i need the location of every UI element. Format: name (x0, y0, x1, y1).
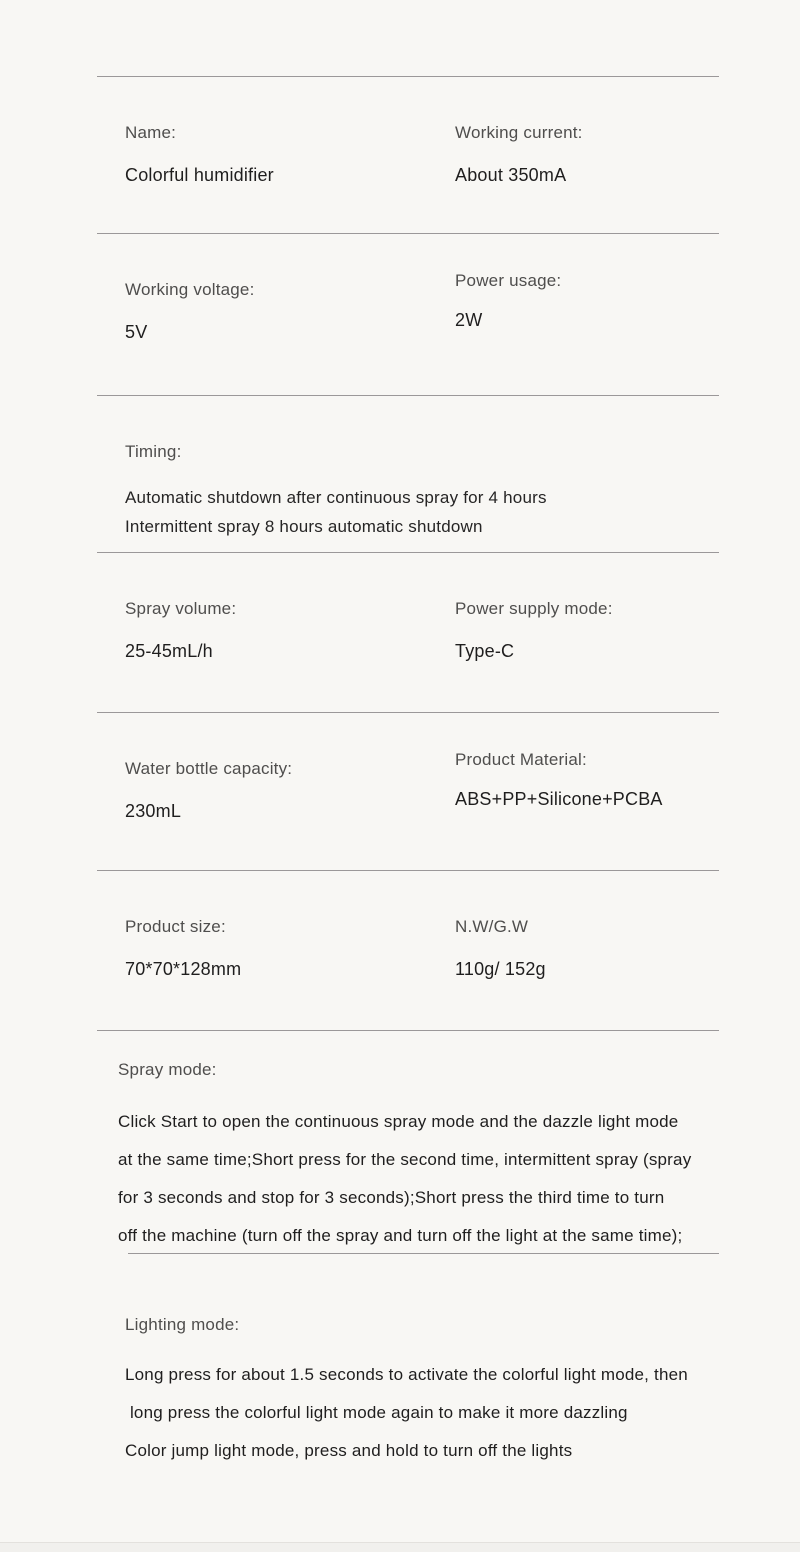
spec-value: Type-C (455, 641, 515, 661)
spec-label: Power supply mode: (455, 599, 613, 618)
spec-label: N.W/G.W (455, 917, 529, 936)
spec-cell-water-capacity (125, 713, 455, 870)
spec-row-size-weight (0, 871, 800, 1030)
spec-row-lighting-mode (0, 1254, 800, 1552)
top-spacer (0, 0, 800, 76)
spec-value: 70*70*128mm (125, 959, 242, 979)
spec-line: Long press for about 1.5 seconds to activate the colorful light mode, then (125, 1365, 688, 1384)
spec-label: Timing: (125, 442, 182, 461)
spec-label: Name: (125, 123, 177, 142)
spec-cell-net-gross-weight (455, 871, 780, 1030)
spec-cell-power-usage (455, 234, 780, 395)
spec-value: ABS+PP+Silicone+PCBA (455, 789, 663, 809)
spec-label: Product Material: (455, 750, 587, 769)
spec-cell-power-supply-mode (455, 553, 780, 712)
spec-cell-working-voltage (125, 234, 455, 395)
spec-line: Intermittent spray 8 hours automatic shutdown (125, 517, 483, 536)
spec-cell-working-current (455, 77, 780, 233)
spec-row-capacity-material (0, 713, 800, 870)
spec-row-name-current (0, 77, 800, 233)
spec-line: off the machine (turn off the spray and turn off the light at the same time); (118, 1226, 683, 1245)
spec-value: 230mL (125, 801, 182, 821)
spec-label: Water bottle capacity: (125, 759, 293, 778)
spec-row-voltage-power (0, 234, 800, 395)
spec-cell-spray-volume (125, 553, 455, 712)
spec-row-spray-mode (0, 1031, 800, 1253)
spec-line: Click Start to open the continuous spray mode and the dazzle light mode (118, 1112, 679, 1131)
spec-label: Lighting mode: (125, 1315, 240, 1334)
spec-label: Working voltage: (125, 280, 255, 299)
spec-value: 5V (125, 322, 148, 342)
spec-cell-name (125, 77, 455, 233)
spec-lines (118, 1103, 780, 1253)
spec-label: Product size: (125, 917, 226, 936)
spec-lines (125, 483, 780, 541)
spec-row-timing (0, 396, 800, 552)
spec-line: Color jump light mode, press and hold to turn off the lights (125, 1441, 573, 1460)
spec-row-spray-supply (0, 553, 800, 712)
spec-line: Automatic shutdown after continuous spray for 4 hours (125, 488, 547, 507)
spec-value: 2W (455, 310, 483, 330)
spec-line: long press the colorful light mode again to make it more dazzling (125, 1403, 628, 1422)
spec-label: Spray mode: (118, 1060, 217, 1079)
spec-cell-product-material (455, 713, 780, 870)
spec-value: 25-45mL/h (125, 641, 213, 661)
spec-label: Working current: (455, 123, 583, 142)
spec-line: for 3 seconds and stop for 3 seconds);Short press the third time to turn (118, 1188, 665, 1207)
spec-value: About 350mA (455, 165, 567, 185)
spec-line: at the same time;Short press for the second time, intermittent spray (spray (118, 1150, 692, 1169)
spec-value: 110g/ 152g (455, 959, 546, 979)
spec-cell-product-size (125, 871, 455, 1030)
spec-label: Power usage: (455, 271, 562, 290)
spec-label: Spray volume: (125, 599, 237, 618)
spec-value: Colorful humidifier (125, 165, 274, 185)
bottom-edge (0, 1542, 800, 1552)
spec-lines (125, 1356, 780, 1470)
